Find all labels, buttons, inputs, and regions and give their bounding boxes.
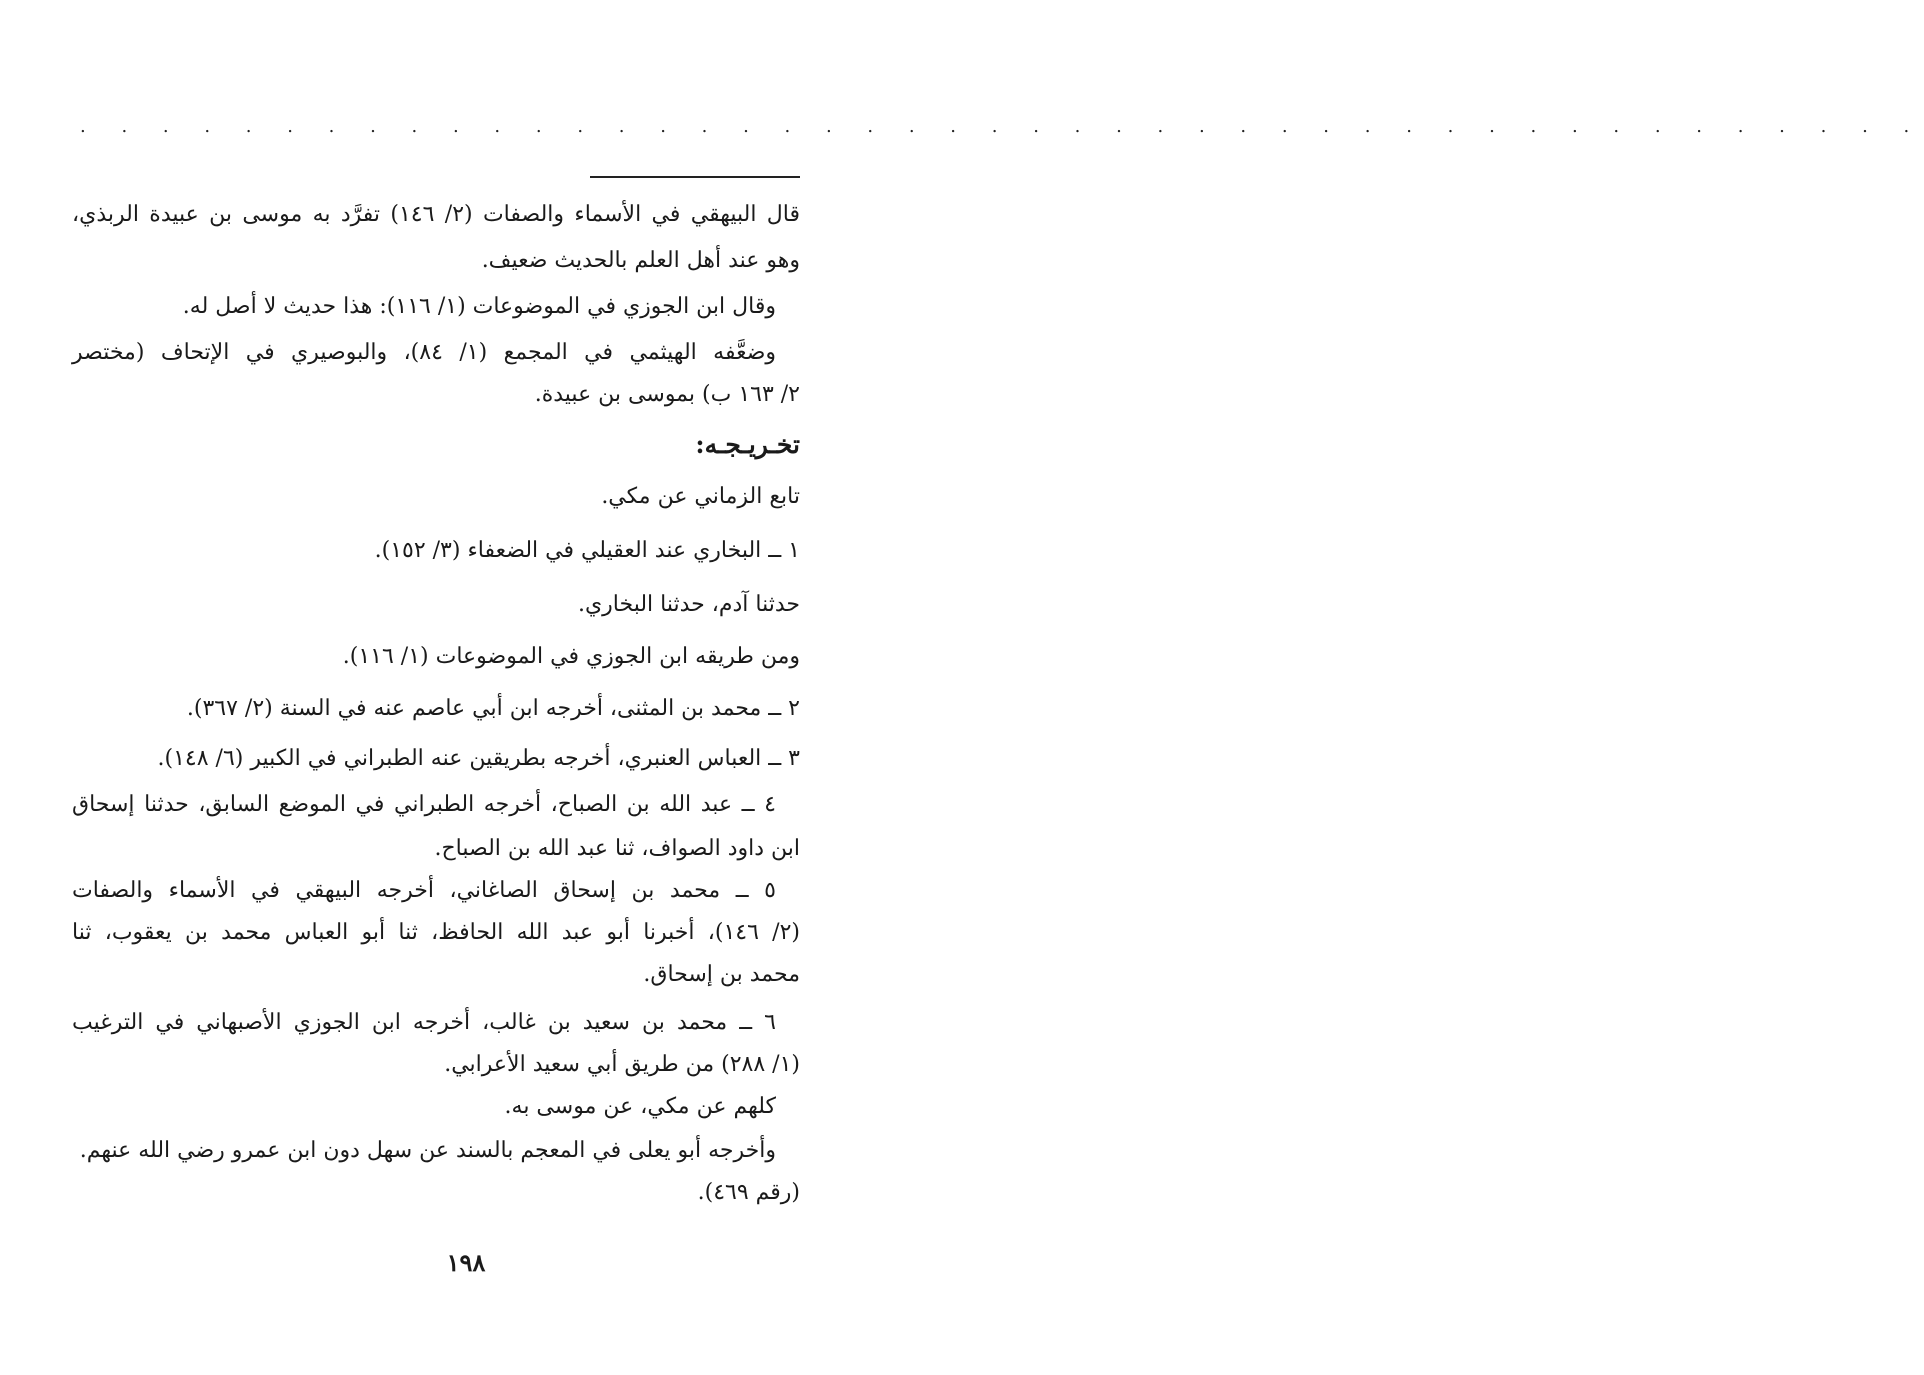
- list-item: ١ ــ البخاري عند العقيلي في الضعفاء (٣/ ١٥٢).: [374, 538, 800, 563]
- text-line: (١/ ٢٨٨) من طريق أبي سعيد الأعرابي.: [444, 1052, 800, 1077]
- text-line: محمد بن إسحاق.: [643, 962, 800, 987]
- text-line: حدثنا آدم، حدثنا البخاري.: [577, 592, 800, 617]
- text-line: قال البيهقي في الأسماء والصفات (٢/ ١٤٦) تفرَّد به موسى بن عبيدة الربذي،: [72, 202, 800, 227]
- list-item: ٤ ــ عبد الله بن الصباح، أخرجه الطبراني في الموضع السابق، حدثنا إسحاق: [72, 792, 776, 817]
- text-line: (رقم ٤٦٩).: [697, 1180, 800, 1205]
- text-line: كلهم عن مكي، عن موسى به.: [504, 1094, 776, 1119]
- text-line: وضعَّفه الهيثمي في المجمع (١/ ٨٤)، والبوصيري في الإتحاف (مختصر: [72, 340, 777, 365]
- list-item: ٥ ــ محمد بن إسحاق الصاغاني، أخرجه البيهقي في الأسماء والصفات: [72, 878, 776, 903]
- text-line: (٢/ ١٤٦)، أخبرنا أبو عبد الله الحافظ، ثنا أبو العباس محمد بن يعقوب، ثنا: [72, 920, 800, 945]
- text-line: ومن طريقه ابن الجوزي في الموضوعات (١/ ١١٦).: [342, 644, 800, 669]
- page-number: ١٩٨: [446, 1248, 486, 1277]
- text-line: وهو عند أهل العلم بالحديث ضعيف.: [481, 248, 800, 273]
- text-line: ابن داود الصواف، ثنا عبد الله بن الصباح.: [434, 836, 800, 861]
- dotted-separator: . . . . . . . . . . . . . . . . . . . . . . . . . . . . . . . . . . . . . . . . . . . . .: [80, 116, 1924, 137]
- section-heading: تخـريـجـه:: [695, 430, 800, 459]
- list-item: ٦ ــ محمد بن سعيد بن غالب، أخرجه ابن الجوزي الأصبهاني في الترغيب: [72, 1010, 776, 1035]
- text-line: ٢/ ١٦٣ ب) بموسى بن عبيدة.: [534, 382, 800, 407]
- text-line: وأخرجه أبو يعلى في المعجم بالسند عن سهل دون ابن عمرو رضي الله عنهم.: [79, 1138, 776, 1163]
- footnote-rule: [590, 176, 800, 178]
- list-item: ٢ ــ محمد بن المثنى، أخرجه ابن أبي عاصم عنه في السنة (٢/ ٣٦٧).: [186, 696, 800, 721]
- text-line: وقال ابن الجوزي في الموضوعات (١/ ١١٦): هذا حديث لا أصل له.: [182, 294, 776, 319]
- list-item: ٣ ــ العباس العنبري، أخرجه بطريقين عنه الطبراني في الكبير (٦/ ١٤٨).: [157, 746, 800, 771]
- text-line: تابع الزماني عن مكي.: [601, 484, 800, 509]
